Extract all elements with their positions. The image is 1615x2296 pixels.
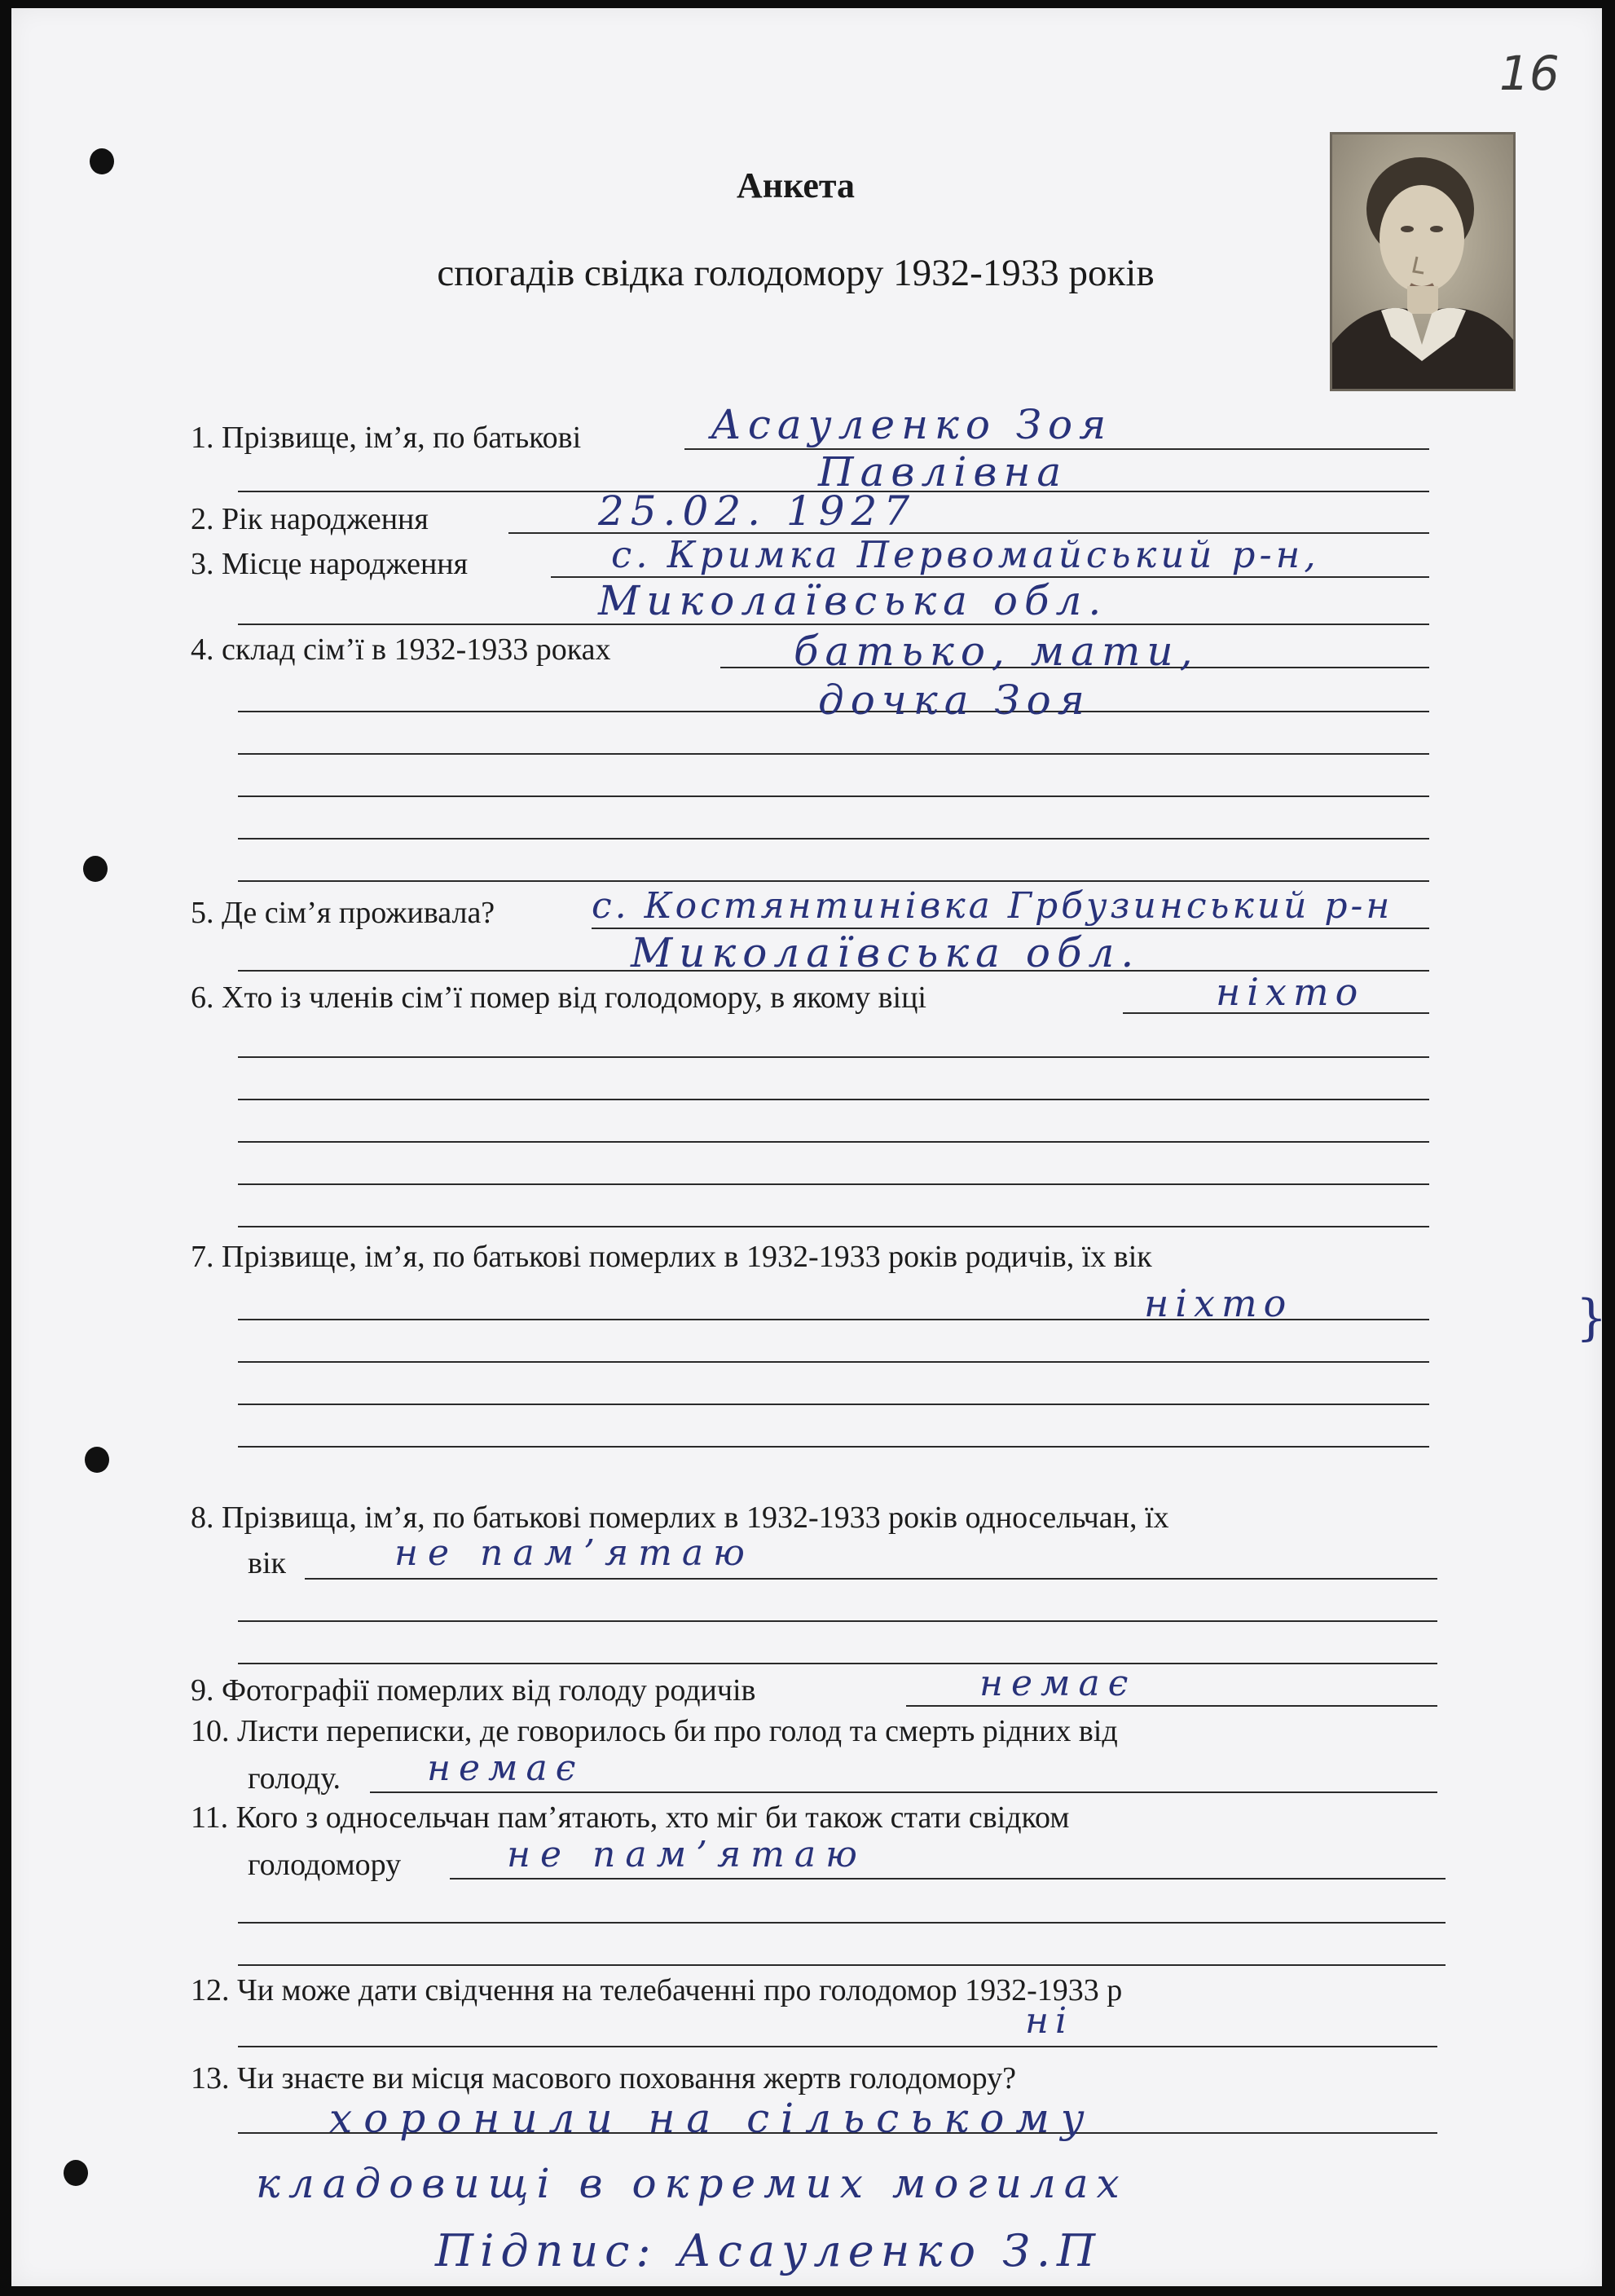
question-13 — [191, 2060, 1016, 2096]
question-12 — [191, 1972, 1122, 2008]
answer-line — [238, 838, 1429, 840]
question-text: Рік народження — [222, 502, 429, 536]
question-text: Прізвище, ім’я, по батькові — [222, 421, 582, 455]
page-number: 16 — [1499, 46, 1560, 101]
question-10-continued: голоду. — [248, 1761, 341, 1796]
question-number: 6. — [191, 981, 214, 1015]
question-number: 1. — [191, 421, 214, 455]
question-number: 13. — [191, 2061, 230, 2095]
answer-2: 25.02. 1927 — [598, 487, 917, 535]
question-text: Хто із членів сім’ї помер від голодомору, в якому віці — [222, 981, 926, 1015]
question-2 — [191, 501, 429, 537]
answer-line — [238, 795, 1429, 797]
question-4 — [191, 632, 611, 668]
question-number: 9. — [191, 1673, 214, 1708]
question-8 — [191, 1500, 1169, 1536]
question-11-continued: голодомору — [248, 1848, 402, 1882]
answer-line — [238, 2046, 1437, 2047]
question-text: Чи може дати свідчення на телебаченні про голодомор 1932-1933 р — [237, 1973, 1123, 2007]
question-11 — [191, 1800, 1069, 1835]
question-9 — [191, 1672, 756, 1708]
answer-13-line-2: кладовищі в окремих могилах — [256, 2160, 1128, 2207]
question-number: 5. — [191, 896, 214, 930]
answer-4-line-2: дочка Зоя — [818, 676, 1091, 724]
question-number: 4. — [191, 632, 214, 667]
answer-line — [238, 1404, 1429, 1405]
margin-mark: } — [1576, 1289, 1608, 1346]
question-text: склад сім’ї в 1932-1933 роках — [222, 632, 611, 667]
answer-9: немає — [979, 1663, 1137, 1704]
question-number: 11. — [191, 1800, 229, 1835]
answer-line — [906, 1705, 1437, 1707]
answer-5-line-1: с. Костянтинівка Грбузинський р-н — [592, 885, 1393, 927]
answer-3-line-2: Миколаївська обл. — [598, 577, 1108, 624]
question-text: Де сім’я проживала? — [222, 896, 495, 930]
answer-line — [238, 1620, 1437, 1622]
document-page — [11, 8, 1608, 2286]
answer-line — [238, 1183, 1429, 1185]
answer-line — [238, 1099, 1429, 1100]
question-number: 2. — [191, 502, 214, 536]
answer-11: не пам’ятаю — [507, 1834, 867, 1875]
question-text: Чи знаєте ви місця масового поховання жертв голодомору? — [237, 2061, 1017, 2095]
answer-12: ні — [1025, 2000, 1074, 2042]
question-3 — [191, 546, 468, 582]
question-text: Фотографії померлих від голоду родичів — [222, 1673, 756, 1708]
question-text: Кого з односельчан пам’ятають, хто міг би також стати свідком — [235, 1800, 1070, 1835]
question-6 — [191, 980, 926, 1016]
answer-line — [238, 753, 1429, 755]
answer-13-line-1: хоронили на сільському — [329, 2095, 1096, 2142]
answer-5-line-2: Миколаївська обл. — [631, 929, 1141, 976]
punch-hole — [85, 1447, 109, 1473]
question-number: 10. — [191, 1714, 230, 1748]
signature: Підпис: Асауленко З.П — [435, 2225, 1102, 2276]
answer-line — [450, 1878, 1446, 1880]
answer-line — [238, 1922, 1446, 1924]
answer-1-line-2: Павлівна — [818, 448, 1068, 496]
form-subtitle: спогадів свідка голодомору 1932-1933 років — [437, 252, 1155, 294]
question-1 — [191, 420, 581, 456]
question-8-continued: вік — [248, 1546, 286, 1580]
question-text: Прізвища, ім’я, по батькові померлих в 1932-1933 років односельчан, їх — [222, 1501, 1169, 1535]
answer-1-line-1: Асауленко Зоя — [711, 401, 1113, 448]
answer-line — [238, 880, 1429, 882]
answer-line — [238, 1663, 1437, 1664]
question-text: Прізвище, ім’я, по батькові померлих в 1932-1933 років родичів, їх вік — [222, 1240, 1152, 1274]
question-5 — [191, 895, 495, 931]
answer-10: немає — [427, 1747, 584, 1789]
form-title: Анкета — [736, 165, 856, 205]
answer-line — [238, 1226, 1429, 1227]
answer-line — [238, 1141, 1429, 1143]
question-number: 7. — [191, 1240, 214, 1274]
answer-line — [238, 1361, 1429, 1363]
answer-line — [238, 1964, 1446, 1966]
answer-line — [370, 1791, 1437, 1793]
question-text: Місце народження — [222, 547, 469, 581]
answer-line — [305, 1578, 1437, 1580]
punch-hole — [64, 2160, 88, 2186]
question-7 — [191, 1239, 1152, 1275]
answer-7: ніхто — [1144, 1281, 1293, 1325]
question-number: 8. — [191, 1501, 214, 1535]
answer-line — [238, 1446, 1429, 1448]
answer-4-line-1: батько, мати, — [794, 628, 1199, 675]
answer-line — [238, 1056, 1429, 1058]
question-10 — [191, 1713, 1118, 1749]
question-text: Листи переписки, де говорилось би про голод та смерть рідних від — [237, 1714, 1118, 1748]
answer-3-line-1: с. Кримка Первомайський р-н, — [611, 533, 1320, 576]
punch-hole — [83, 856, 108, 882]
answer-8: не пам’ятаю — [394, 1532, 755, 1574]
answer-6: ніхто — [1216, 970, 1365, 1014]
question-number: 3. — [191, 547, 214, 581]
question-number: 12. — [191, 1973, 230, 2007]
